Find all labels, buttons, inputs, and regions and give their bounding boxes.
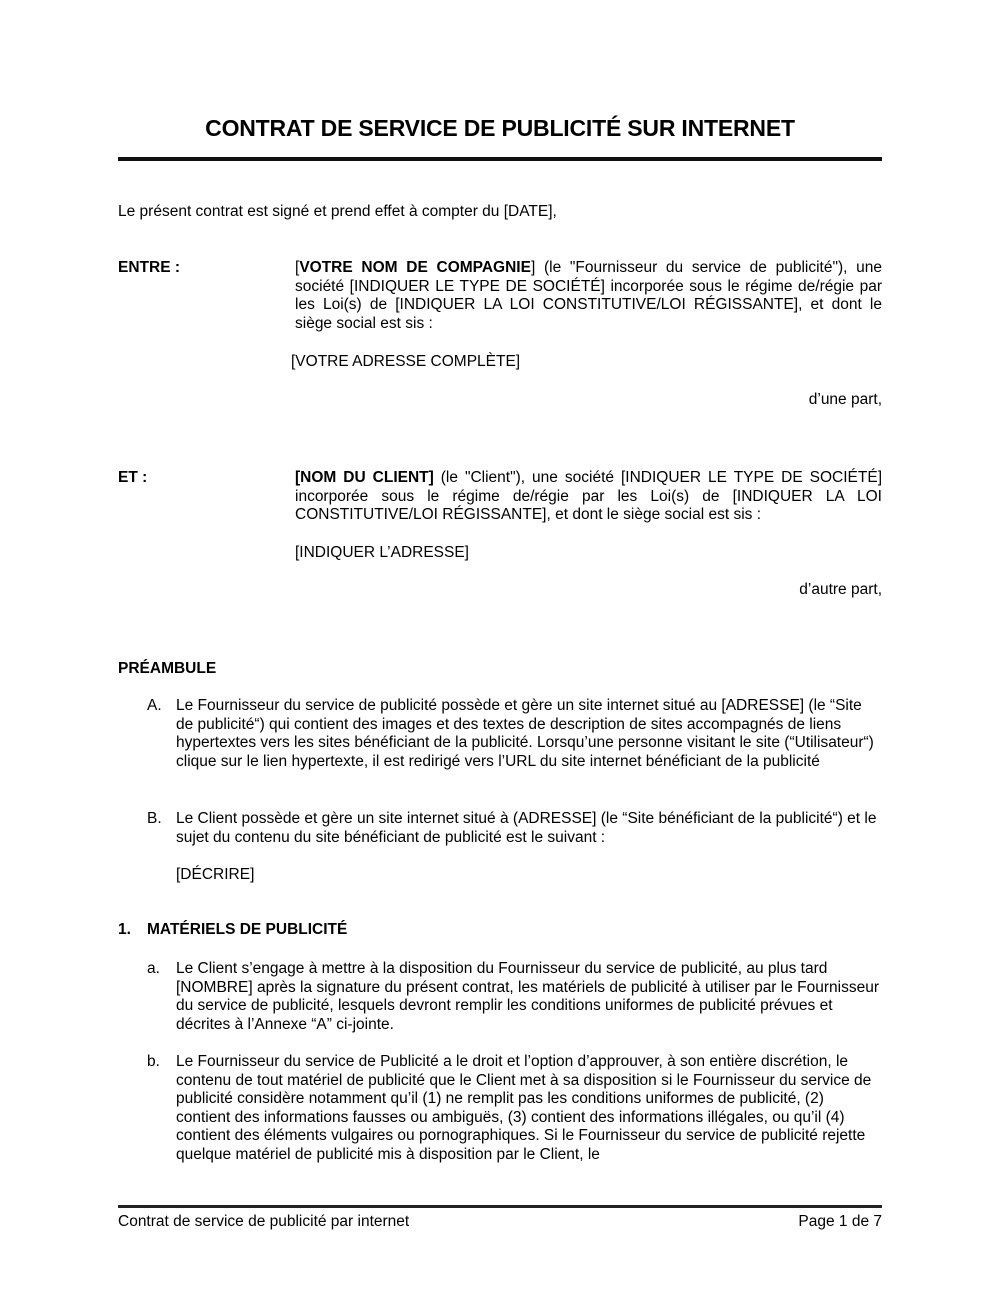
section-1-item-a: Le Client s’engage à mettre à la disposition du Fournisseur du service de publicité, au plus tard [NOMBRE] après la signature du présent contrat, les matériels de publicité à utiliser par le Fournisseur du service de publicité, lesquels devront remplir les conditions uniformes de publicité prévues et décrites à l’Annexe “A” ci-jointe. [176,960,879,1033]
preamble-marker-b: B. [147,810,162,827]
party-closing-une-part: d’une part, [808,391,882,408]
preamble-heading: PRÉAMBULE [118,660,217,677]
provider-name: VOTRE NOM DE COMPAGNIE [299,259,531,276]
section-1-number: 1. [118,921,131,938]
section-1-marker-b: b. [147,1053,160,1070]
client-address: [INDIQUER L’ADRESSE] [295,544,469,561]
footer-page-number: Page 1 de 7 [798,1213,882,1230]
provider-address: [VOTRE ADRESSE COMPLÈTE] [291,353,521,370]
title-divider [118,157,882,161]
preamble-item-a: Le Fournisseur du service de publicité possède et gère un site internet situé au [ADRESSE] (le “Site de publicité“) qui contient des images et des textes de description de sites accompagnés de liens hypertextes vers les sites bénéficiant de la publicité. Lorsqu’une personne visitant le site (“Utilisateur“) clique sur le lien hypertexte, il est redirigé vers l’URL du site internet bénéficiant de la publicité [176,697,874,770]
preamble-item-b: Le Client possède et gère un site internet situé à (ADRESSE] (le “Site bénéficiant de la publicité“) et le sujet du contenu du site bénéficiant de publicité est le suivant : [176,810,877,846]
party-label-et: ET : [118,469,148,486]
footer-document-name: Contrat de service de publicité par internet [118,1213,410,1230]
client-name: [NOM DU CLIENT] [295,469,434,486]
preamble-marker-a: A. [147,697,162,714]
footer-divider [118,1205,882,1208]
section-1-marker-a: a. [147,960,160,977]
party-closing-autre-part: d’autre part, [799,581,882,598]
section-1-heading: MATÉRIELS DE PUBLICITÉ [147,921,348,938]
intro-paragraph: Le présent contrat est signé et prend effet à compter du [DATE], [118,203,557,220]
document-title: CONTRAT DE SERVICE DE PUBLICITÉ SUR INTERNET [205,115,795,141]
party-client-description [295,469,882,525]
party-label-entre: ENTRE : [118,259,180,276]
party-provider-description: [VOTRE NOM DE COMPAGNIE] (le "Fournisseur du service de publicité"), une société [INDIQUER LE TYPE DE SOCIÉTÉ] incorporée sous le régime de/régie par les Loi(s) de [INDIQUER LA LOI CONSTITUTIVE/LOI RÉGISSANTE], et dont le siège social est sis : [295,259,883,332]
provider-details: ] (le "Fournisseur du service de publicité"), une société [INDIQUER LE TYPE DE SOCIÉTÉ] incorporée sous le régime de/régie par les Loi(s) de [INDIQUER LA LOI CONSTITUTIVE/LOI RÉGISSANTE], et dont le siège social est sis : [295,259,883,332]
client-details: (le "Client"), une société [INDIQUER LE TYPE DE SOCIÉTÉ] incorporée sous le régime de/régie par les Loi(s) de [INDIQUER LA LOI CONSTITUTIVE/LOI RÉGISSANTE], et dont le siège social est sis : [295,469,883,523]
section-1-item-b: Le Fournisseur du service de Publicité a le droit et l’option d’approuver, à son entière discrétion, le contenu de tout matériel de publicité que le Client met à sa disposition si le Fournisseur du service de publicité considère notamment qu’il (1) ne remplit pas les conditions uniformes de publicité, (2) contient des informations fausses ou ambiguës, (3) contient des informations illégales, ou qu’il (4) contient des éléments vulgaires ou pornographiques. Si le Fournisseur du service de publicité rejette quelque matériel de publicité mis à disposition par le Client, le [176,1053,872,1163]
preamble-item-b-describe: [DÉCRIRE] [176,866,255,883]
